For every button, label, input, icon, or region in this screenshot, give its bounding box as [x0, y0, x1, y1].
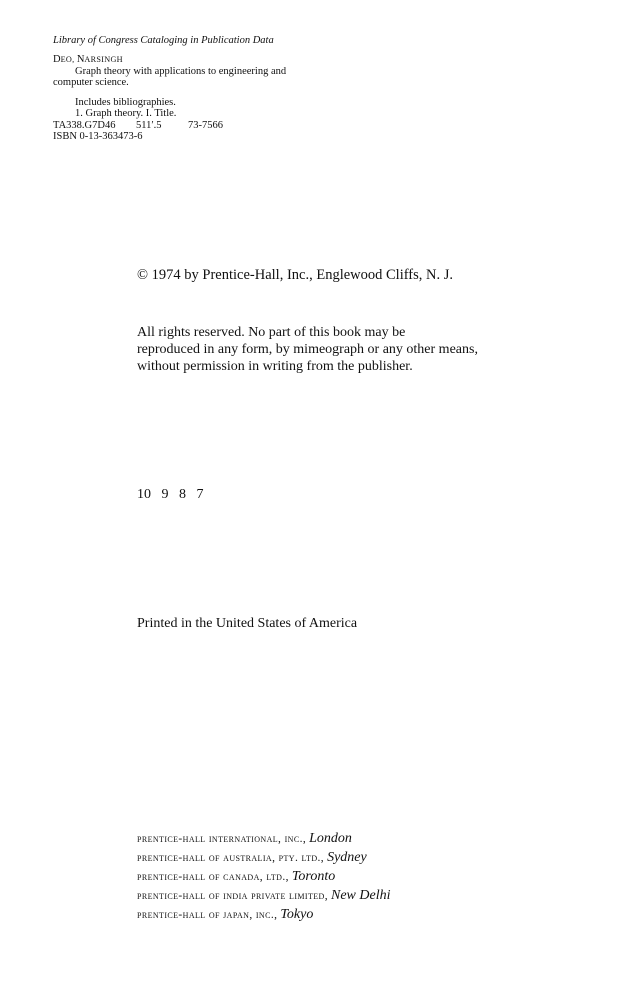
publisher-city: London — [309, 831, 352, 846]
publisher-row — [137, 849, 390, 868]
rights-line-2: reproduced in any form, by mimeograph or any other means, — [137, 342, 478, 357]
publisher-name: prentice-hall of japan, inc., — [137, 909, 278, 921]
publisher-city: New Delhi — [330, 888, 391, 903]
copyright-notice: © 1974 by Prentice-Hall, Inc., Englewood Cliffs, N. J. — [137, 267, 454, 283]
cip-isbn: ISBN 0-13-363473-6 — [53, 131, 143, 142]
publisher-name: prentice-hall of canada, ltd., — [137, 871, 289, 883]
cip-block — [53, 34, 373, 143]
rights-line-3: without permission in writing from the publisher. — [137, 359, 413, 374]
publisher-name: prentice-hall of india private limited, — [137, 890, 328, 902]
publisher-row — [137, 830, 390, 849]
publisher-row — [137, 868, 390, 887]
cip-note: Includes bibliographies. — [75, 96, 176, 108]
publisher-city: Toronto — [291, 869, 336, 884]
cip-dewey: 511′.5 — [136, 119, 162, 131]
publisher-row — [137, 906, 390, 925]
cip-classification — [53, 120, 373, 132]
rights-line-1: All rights reserved. No part of this book may be — [137, 325, 406, 340]
cip-subjects: 1. Graph theory. I. Title. — [75, 108, 177, 119]
publisher-name: prentice-hall international, inc., — [137, 833, 307, 845]
printing-numbers: 10 9 8 7 — [137, 487, 204, 502]
cip-title-line-2: computer science. — [53, 77, 129, 88]
rights-statement — [137, 324, 478, 375]
publisher-name: prentice-hall of australia, pty. ltd., — [137, 852, 325, 864]
publisher-city: Sydney — [327, 850, 367, 865]
cip-call-number: TA338.G7D46 — [53, 119, 116, 131]
publisher-city: Tokyo — [280, 907, 314, 922]
printed-in: Printed in the United States of America — [137, 616, 358, 631]
cip-heading: Library of Congress Cataloging in Publication Data — [53, 35, 274, 46]
publisher-list — [137, 830, 390, 925]
cip-title-line-1: Graph theory with applications to engineering and — [75, 65, 287, 77]
cip-author: DEO, NARSINGH — [53, 54, 123, 65]
cip-lccn: 73-7566 — [188, 119, 223, 131]
publisher-row — [137, 887, 390, 906]
